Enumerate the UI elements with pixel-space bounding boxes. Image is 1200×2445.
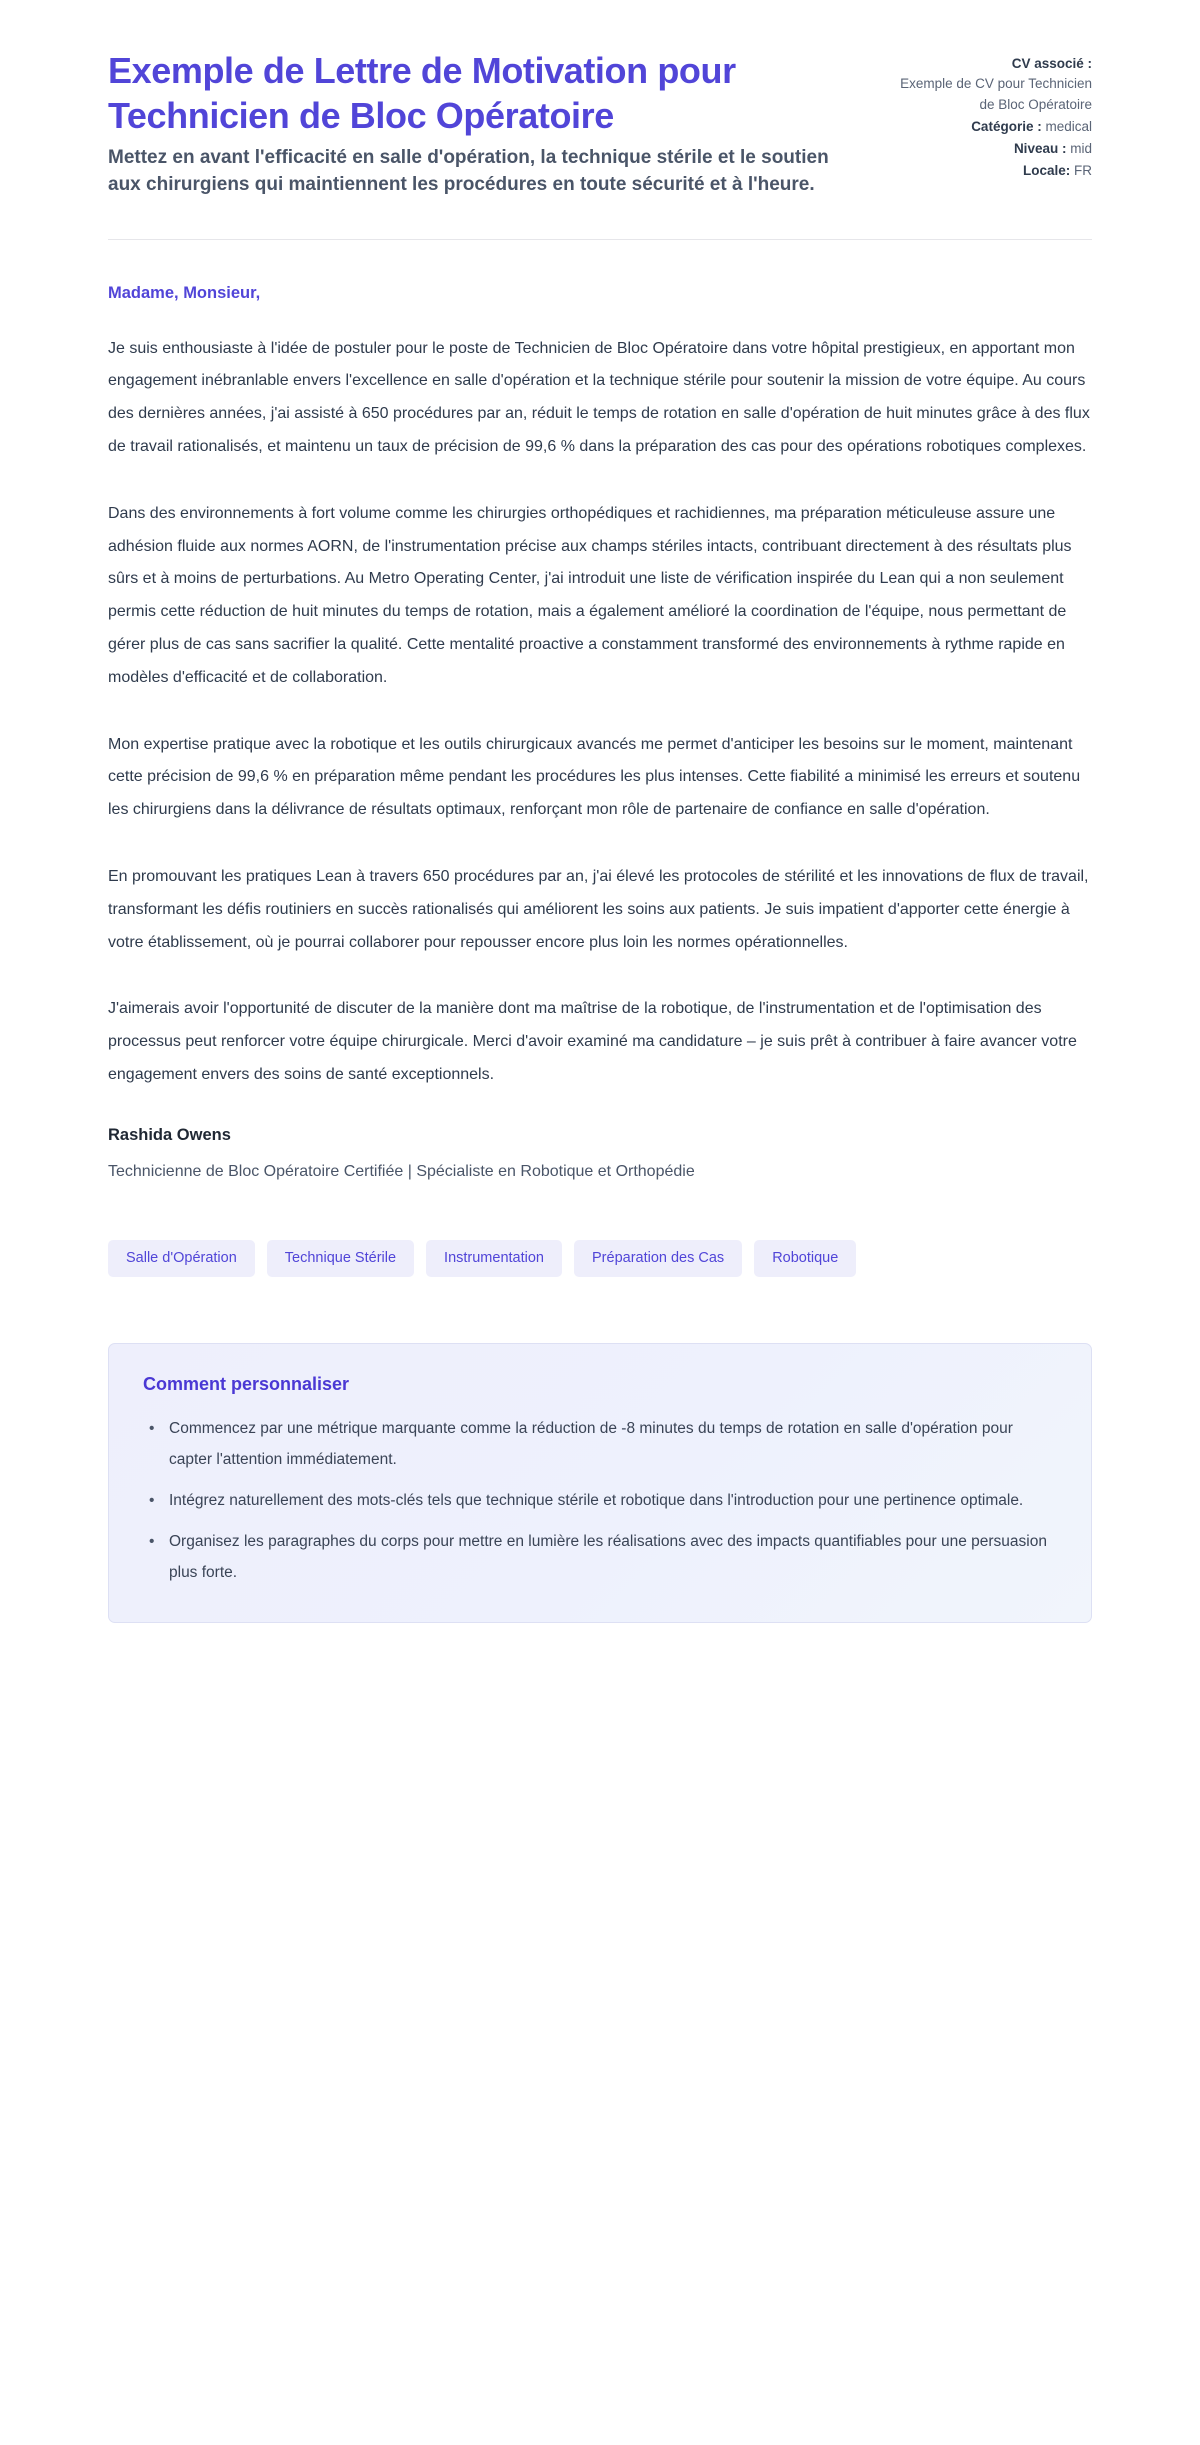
meta-level-label: Niveau : xyxy=(1013,141,1067,156)
meta-category-label: Catégorie : xyxy=(971,118,1042,134)
page-subtitle: Mettez en avant l'efficacité en salle d'opération, la technique stérile et le soutien aux chirurgiens qui maintiennent les procédures en toute sécurité et à l'heure. xyxy=(108,146,829,195)
meta-level xyxy=(892,139,1092,159)
meta-associated-cv-value: Exemple de CV pour Technicien de Bloc Opératoire xyxy=(900,76,1092,112)
callout-tip-item: • Organisez les paragraphes du corps pour mettre en lumière les réalisations avec des impacts quantifiables pour une persuasion plus forte. xyxy=(165,1526,1057,1588)
header-metadata xyxy=(892,48,1092,184)
meta-locale-label: Locale: xyxy=(1022,163,1071,179)
meta-associated-cv xyxy=(892,54,1092,115)
meta-locale-value: FR xyxy=(1074,163,1092,179)
tag-chip[interactable]: Technique Stérile xyxy=(267,1240,414,1276)
callout-tip-item: • Commencez par une métrique marquante comme la réduction de -8 minutes du temps de rotation en salle d'opération pour capter l'attention immédiatement. xyxy=(165,1413,1057,1475)
callout-title: Comment personnaliser xyxy=(143,1373,350,1394)
meta-locale xyxy=(892,161,1092,181)
meta-category xyxy=(892,117,1092,137)
tag-chip[interactable]: Préparation des Cas xyxy=(574,1240,742,1276)
letter-paragraph: Mon expertise pratique avec la robotique et les outils chirurgicaux avancés me permet d'anticiper les besoins sur le moment, maintenant cette précision de 99,6 % en préparation même pendant les procédures les plus intenses. Cette fiabilité a minimisé les erreurs et soutenu les chirurgiens dans la délivrance de résultats optimaux, renforçant mon rôle de partenaire de confiance en salle d'opération. xyxy=(108,735,1081,819)
tag-chip[interactable]: Salle d'Opération xyxy=(108,1240,255,1276)
letter-paragraph: En promouvant les pratiques Lean à travers 650 procédures par an, j'ai élevé les protocoles de stérilité et les innovations de flux de travail, transformant les défis routiniers en succès rationalisés qui améliorent les soins aux patients. Je suis impatient d'apporter cette énergie à votre établissement, où je pourrai collaborer pour repousser encore plus loin les normes opérationnelles. xyxy=(108,868,1089,951)
callout-tip-item: • Intégrez naturellement des mots-clés tels que technique stérile et robotique dans l'introduction pour une pertinence optimale. xyxy=(165,1485,1057,1516)
tag-list xyxy=(108,1240,1092,1276)
letter-paragraph: Dans des environnements à fort volume comme les chirurgies orthopédiques et rachidiennes, ma préparation méticuleuse assure une adhésion fluide aux normes AORN, de l'instrumentation précise aux champs stériles intacts, contribuant directement à des résultats plus sûrs et à moins de perturbations. Au Metro Operating Center, j'ai introduit une liste de vérification inspirée du Lean qui a non seulement permis cette réduction de huit minutes du temps de rotation, mais a également amélioré la coordination de l'équipe, nous permettant de gérer plus de cas sans sacrifier la qualité. Cette mentalité proactive a constamment transformé des environnements à rythme rapide en modèles d'efficacité et de collaboration. xyxy=(108,504,1072,686)
customization-callout xyxy=(108,1343,1092,1623)
page-title: Exemple de Lettre de Motivation pour Technicien de Bloc Opératoire xyxy=(108,50,736,137)
letter-paragraph: Je suis enthousiaste à l'idée de postuler pour le poste de Technicien de Bloc Opératoire dans votre hôpital prestigieux, en apportant mon engagement inébranlable envers l'excellence en salle d'opération et la technique stérile pour soutenir la mission de votre équipe. Au cours des dernières années, j'ai assisté à 650 procédures par an, réduit le temps de rotation en salle d'opération de huit minutes grâce à des flux de travail rationalisés, et maintenu un taux de précision de 99,6 % dans la préparation des cas pour des opérations robotiques complexes. xyxy=(108,339,1090,456)
meta-level-value: mid xyxy=(1070,141,1092,156)
meta-category-value: medical xyxy=(1045,118,1092,134)
tag-chip[interactable]: Instrumentation xyxy=(426,1240,562,1276)
signature-name: Rashida Owens xyxy=(108,1125,231,1144)
letter-paragraph: J'aimerais avoir l'opportunité de discuter de la manière dont ma maîtrise de la robotique, de l'instrumentation et de l'optimisation des processus peut renforcer votre équipe chirurgicale. Merci d'avoir examiné ma candidature – je suis prêt à contribuer à faire avancer votre engagement envers des soins de santé exceptionnels. xyxy=(108,1000,1077,1083)
letter-salutation: Madame, Monsieur, xyxy=(108,283,261,302)
signature-role: Technicienne de Bloc Opératoire Certifiée | Spécialiste en Robotique et Orthopédie xyxy=(108,1162,695,1180)
signature-block xyxy=(108,1126,1092,1185)
header-title-block xyxy=(108,48,848,199)
page-header xyxy=(108,0,1092,199)
letter-body xyxy=(108,240,1092,1623)
meta-associated-cv-label: CV associé : xyxy=(1011,56,1092,71)
callout-tip-list xyxy=(143,1413,1057,1588)
tag-chip[interactable]: Robotique xyxy=(754,1240,856,1276)
